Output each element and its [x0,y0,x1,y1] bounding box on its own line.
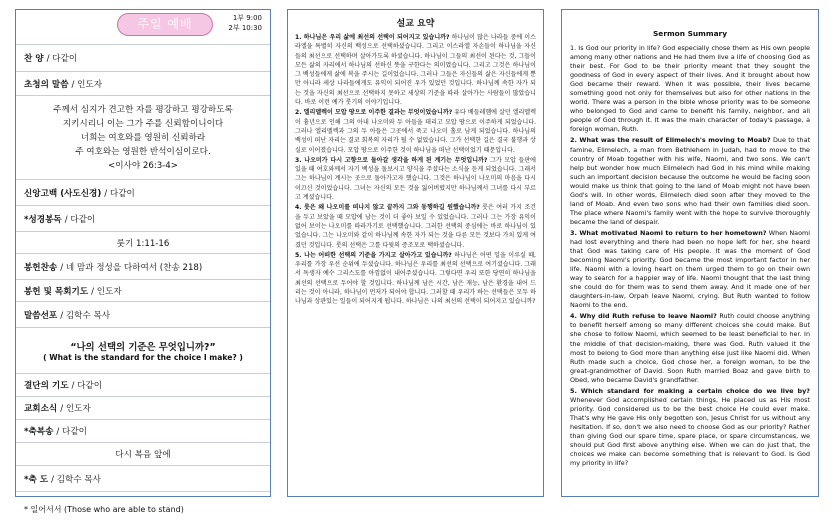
call-verse [16,95,270,179]
order-of-worship-panel [15,9,271,514]
summary-paragraph [570,44,810,134]
summary-answer: 1. Is God our priority in life? God especially chose them as His own people among many other nations and He had them live a life of choosing God as their best. For God to be their priority meant that they sought the goodness of God in every aspect of their lives. And it brought about how God became their reward. When it was possible, their lives became something good not only for themselves but also for other nations in the world. There was a person in the bible whose priority was to be someone who belonged to God and came to benefit his family, neighbor, and all people of God through it. It was the main character of today's passage, a foreign woman, Ruth. [570,44,810,134]
item-offering-prayer [16,279,270,301]
item-decision-prayer [16,373,270,396]
item-call-to-worship [16,71,270,95]
reading-label: *성경봉독 [24,214,62,225]
sermon-theme-ko: “나의 선택의 기준은 무엇입니까?” [70,342,216,353]
verse-line: 지키시리니 이는 그가 주를 신뢰함이니이다 [62,118,224,129]
summary-question: 2. What was the result of Elimelech's moving to Moab? [570,136,771,145]
offering-hymn-label: 봉헌찬송 [24,262,58,273]
benediction-label: *축 도 [24,474,49,485]
blessing-song-leader: / 다같이 [56,427,87,437]
offering-hymn-text: / 네 맘과 정성을 다하여서 (찬송 218) [60,262,203,273]
service-time-2: 2부 10:30 [228,24,262,32]
stand-note-row [16,491,270,527]
summary-paragraph [295,251,536,307]
summary-paragraph [570,229,810,310]
sermon-label: 말씀선포 [24,310,58,321]
sermon-leader: / 김학수 목사 [60,310,111,321]
summary-answer: Ruth could choose anything to benefit herself among so many different choices she could make. But she chose to follow Naomi, which seemed to be least beneficial to her. In the middle of that decision-making, there was God. Ruth valued it the most to belong to God more than anything else just like Naomi did. When Ruth made such a choice, God chose her, a foreign woman, to be the great-grandmother of David. Soon Ruth married Boaz and gave birth to Obed, who became David's grandfather. [570,312,810,384]
offering-label: 봉헌 및 목회기도 [24,286,89,297]
prayer-leader: / 다같이 [71,381,103,391]
summary-answer: 하나님이 많은 나라들 중에 이스라엘을 특별히 자신의 백성으로 선택하셨습니다. 그리고 이스라엘 자손들이 하나님을 자신들의 최선으로 선택하며 살아가도록 하셨습니다. 하나님이 그들의 최선이 된다는 것, 그들이 모든 삶의 자리에서 하나님의 선하신 뜻을 구한다는 의미였습니다. 그리고 그것은 하나님이 그 백성들에게 삶에 복을 주시는 길이었습니다. 그러나 그들은 자신들의 삶은 자신들에게 뿐만 아니라 세상 나라들에게도 유익이 되어진 우가 있었던 것입니다. 하나님께 속한 자가 되는 것을 자신의 최선으로 선택하지 못하고 세상의 기준을 따라 살아가는 사람들이 많았습니다. 바로 이런 예가 룻기의 이야기입니다. [295,34,536,107]
summary-question: 3. What motivated Naomi to return to her hometown? [570,228,767,237]
service-times [228,13,262,33]
summary-answer: When Naomi had lost everything and there had been no hope left for her, she heard that God was taking care of His people. It was the moment of God becoming Naomi's priority. God became the most important factor in her life. Naomi with a loving heart on them urged them to go on their own way to search for a happier way of life. Naomi thought that the last thing she could do for them was to send them away. And it made one of her daughters-in-law, Orpah leave Naomi, crying. But Ruth wanted to follow Naomi to the end. [570,228,810,310]
item-blessing-song [16,419,270,442]
verse-reference: <이사야 26:3-4> [108,160,178,171]
sermon-theme-en: ( What is the standard for the choice I make? ) [43,353,243,362]
bulletin-header [16,10,270,44]
verse-line: 주께서 심지가 견고한 자를 평강하고 평강하도록 [53,104,233,115]
call-leader: / 인도자 [71,79,103,90]
blessing-song-title-row [16,442,270,465]
english-summary-panel [561,9,819,497]
summary-question: 1. 하나님은 우리 삶에 최선의 선택이 되어지고 있습니까? [295,34,450,41]
call-label: 초청의 말씀 [24,79,69,90]
item-creed [16,179,270,205]
summary-paragraph [570,136,810,226]
summary-paragraph [570,312,810,384]
item-benediction [16,465,270,491]
item-offering-hymn [16,253,270,279]
blessing-song-label: *축복송 [24,427,54,437]
reading-ref: 룻기 1:11-16 [116,238,170,249]
summary-answer: 유다 베들레헴에 살던 엘리멜렉이 흉년으로 인해 그의 아내 나오미와 두 아들을 데리고 모압 땅으로 이주하게 되었습니다. 그러나 엘리멜렉과 그의 두 아들은 그곳에서 죽고 나오미 홀로 남게 되었습니다. 하나님의 백성이 떠난 자리는 결코 회복의 자리가 될 수 없었습니다. 그가 선택한 길은 결국 불행과 상실로 이어졌습니다. 모압 땅으로 이주한 것이 하나님을 떠난 선택이었기 때문입니다. [295,109,536,154]
summary-question: 3. 나오미가 다시 고향으로 돌아갈 생각을 하게 된 계기는 무엇입니까? [295,156,488,164]
item-sermon [16,301,270,327]
item-church-news [16,396,270,419]
summary-question: 4. 룻은 왜 나오미를 떠나지 않고 끝까지 그와 동행하길 원했습니까? [295,204,480,212]
summary-answer: 룻은 여러 가지 조건을 두고 보았을 때 모압에 남는 것이 더 좋아 보일 수 있었습니다. 그러나 그는 가장 유익이 없어 보이는 나오미를 따라가기로 선택했습니다. 그러한 선택의 중심에는 바로 하나님이 있었습니다. 그는 나오미와 같이 하나님께 속한 자가 되는 것을 다른 모든 것보다 가치 있게 여겼던 것입니다. 룻의 선택은 그를 다윗의 증조모로 택하셨습니다. [295,204,536,249]
summary-paragraph [295,203,536,249]
korean-summary-panel [287,9,544,497]
summary-question: 5. 나는 어떠한 선택의 기준을 가지고 살아가고 있습니까? [295,251,452,259]
sermon-theme [16,327,270,373]
praise-leader: / 다같이 [46,54,78,64]
creed-label: 신앙고백 (사도신경) [24,188,102,199]
benediction-leader: / 김학수 목사 [51,474,101,485]
creed-leader: / 다같이 [104,188,135,199]
summary-question: 4. Why did Ruth refuse to leave Naomi? [570,312,717,321]
verse-line: 너희는 여호와를 영원히 신뢰하라 [80,132,206,143]
summary-question: 5. Which standard for making a certain choice do we live by? [570,386,810,395]
item-praise [16,44,270,71]
service-title: 주일 예배 [117,13,213,36]
english-summary-body [562,44,818,468]
service-time-1: 1부 9:00 [232,14,262,22]
summary-question: 2. 엘리멜렉이 모압 땅으로 이주한 결과는 무엇이었습니까? [295,109,453,117]
summary-paragraph [570,387,810,468]
summary-paragraph [295,33,536,107]
summary-answer: 하나님은 어떤 일을 이루실 때, 우리를 가장 우선 순위에 두셨습니다. 하나님은 우리를 최선의 선택으로 여기셨습니다. 그래서 독생자 예수 그리스도를 아낌없이 내어주셨습니다. 그렇다면 우리 또한 당연히 하나님을 최선의 선택으로 두어야 할 것입니다. 하나님께 남은 시간, 남은 재능, 남은 환경을 내어 드리는 것이 아니라, 하나님이 먼저가 되어야 합니다. 그러할 때 우리가 하는 선택들은 모두 하나님과 상관있는 일들이 되어지게 됩니다. 하나님은 나의 최선의 선택이 되어지고 있습니까? [295,251,536,306]
blessing-song-title: 다시 복음 앞에 [115,450,171,460]
scripture-reference [16,231,270,253]
reading-leader: / 다같이 [64,214,96,225]
news-label: 교회소식 [24,404,58,414]
stand-note: * 일어서서 (Those who are able to stand) [24,505,184,514]
praise-label: 찬 양 [24,54,44,64]
summary-answer: 그가 모압 들판에 있을 때 여호와께서 자기 백성을 돌보시고 양식을 주셨다는 소식을 듣게 되었습니다. 그래서 그는 하나님이 계시는 곳으로 돌아가고자 했습니다. 그것은 하나님이 나오미의 마음을 다시 이끄신 것이었습니다. 그녀는 자신의 모든 것을 잃어버렸지만 하나님께서 그녀를 다시 부르고 계셨습니다. [295,156,537,202]
summary-paragraph [295,156,536,202]
summary-answer: Whenever God accomplished certain things, He placed us as His most priority. God considered us to be the best choice He could ever make. That's why He gave His only begotten son, Jesus Christ for us without any hesitation. If so, don't we also need to choose God as our priority? Rather than giving God our spare time, spare place, or spare circumstances, we should put God first above anything else. When we can do just that, the choices we make can become something that is relevant to God. Is God my priority in life? [570,395,810,468]
news-leader: / 인도자 [60,404,91,414]
prayer-label: 결단의 기도 [24,381,69,391]
summary-paragraph [295,108,536,154]
korean-summary-body [288,33,543,307]
summary-answer: Due to that famine, Elimelech, a man from Bethlehem in Judah, had to move to the country of Moab together with his wife, Naomi, and two sons. We can't help but wonder how much Elimelech had God in his mind while making such an important decision because the outcome he would be facing soon would make us think that going to the land of Moab might not have been God's will. In other words, Elimelech died soon after they moved to the land of Moab. And even two sons who had their own families died soon. The place where Naomi's family went with the hope to survive thoroughly became the land of despair. [570,136,811,226]
item-scripture-reading [16,205,270,231]
korean-summary-title: 설교 요약 [396,19,435,29]
verse-line: 주 여호와는 영원한 반석이심이로다. [75,146,211,157]
english-summary-title: Sermon Summary [652,29,728,38]
offering-leader: / 인도자 [91,286,122,297]
